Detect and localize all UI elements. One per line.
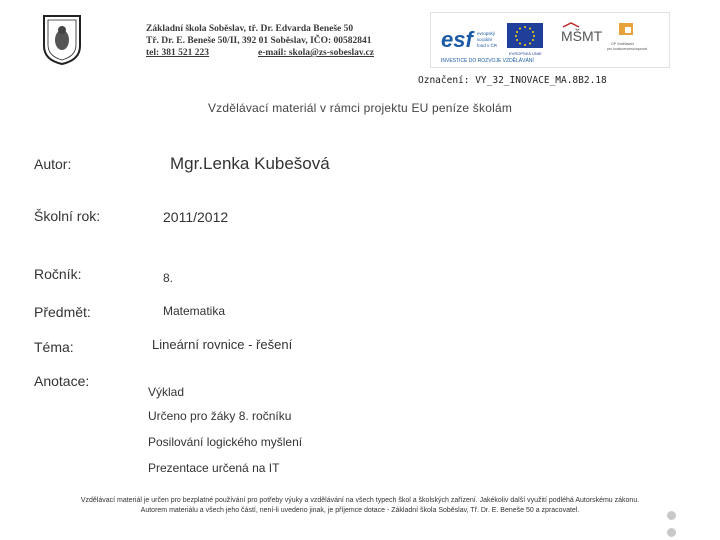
footer-author-note: Autorem materiálu a všech jeho částí, není-li uvedeno jinak, je příjemce dotace - Základní škola Soběslav, Tř. Dr. E. Beneše 50 a zpracovatel.: [140, 507, 580, 514]
svg-text:sociální: sociální: [477, 37, 493, 42]
annotation-line: Prezentace určená na IT: [148, 461, 280, 475]
footer-usage-note: Vzdělávací materiál je určen pro bezplatné používání pro potřeby výuky a vzdělávání na všech typech škol a školských zařízení. Jakékoliv další využití podléhá Autorskému zákonu.: [80, 497, 640, 504]
svg-text:EVROPSKÁ UNIE: EVROPSKÁ UNIE: [509, 51, 542, 56]
svg-text:INVESTICE DO ROZVOJE VZDĚLÁVÁN: INVESTICE DO ROZVOJE VZDĚLÁVÁNÍ: [441, 58, 534, 64]
school-name: Základní škola Soběslav, tř. Dr. Edvarda Beneše 50: [146, 24, 354, 34]
svg-text:OP Vzdělávání: OP Vzdělávání: [611, 42, 635, 46]
annotation-label: Anotace:: [34, 373, 90, 389]
school-year-label: Školní rok:: [34, 208, 101, 224]
grade-value: 8.: [163, 271, 174, 285]
subject-label: Předmět:: [34, 304, 91, 320]
grade-label: Ročník:: [34, 266, 82, 282]
project-subtitle: Vzdělávací materiál v rámci projektu EU peníze školám: [207, 101, 513, 115]
svg-text:evropský: evropský: [477, 31, 496, 36]
material-designation: Označení: VY_32_INOVACE_MA.8B2.18: [418, 75, 607, 86]
school-address: Tř. Dr. E. Beneše 50/II, 392 01 Soběslav, IČO: 00582841: [146, 36, 372, 46]
svg-text:esf: esf: [441, 27, 473, 52]
decorative-dot-icon: [667, 528, 676, 537]
school-year-value: 2011/2012: [163, 209, 229, 225]
school-phone: tel: 381 521 223: [146, 48, 210, 58]
svg-text:pro konkurenceschopnost: pro konkurenceschopnost: [607, 47, 648, 51]
school-email: e-mail: skola@zs-sobeslav.cz: [258, 48, 374, 58]
topic-label: Téma:: [34, 339, 74, 355]
annotation-line: Výklad: [148, 385, 185, 399]
school-seal-logo: [40, 12, 84, 66]
decorative-dot-icon: [667, 511, 676, 520]
topic-value: Lineární rovnice - řešení: [152, 337, 293, 352]
subject-value: Matematika: [163, 304, 226, 318]
author-label: Autor:: [34, 156, 72, 172]
author-value: Mgr.Lenka Kubešová: [170, 154, 330, 173]
annotation-line: Posilování logického myšlení: [148, 435, 303, 449]
svg-text:MŠMT: MŠMT: [561, 28, 603, 44]
annotation-line: Určeno pro žáky 8. ročníku: [148, 409, 292, 423]
svg-text:fond v ČR: fond v ČR: [477, 43, 498, 48]
eu-funding-logos: [430, 12, 670, 68]
